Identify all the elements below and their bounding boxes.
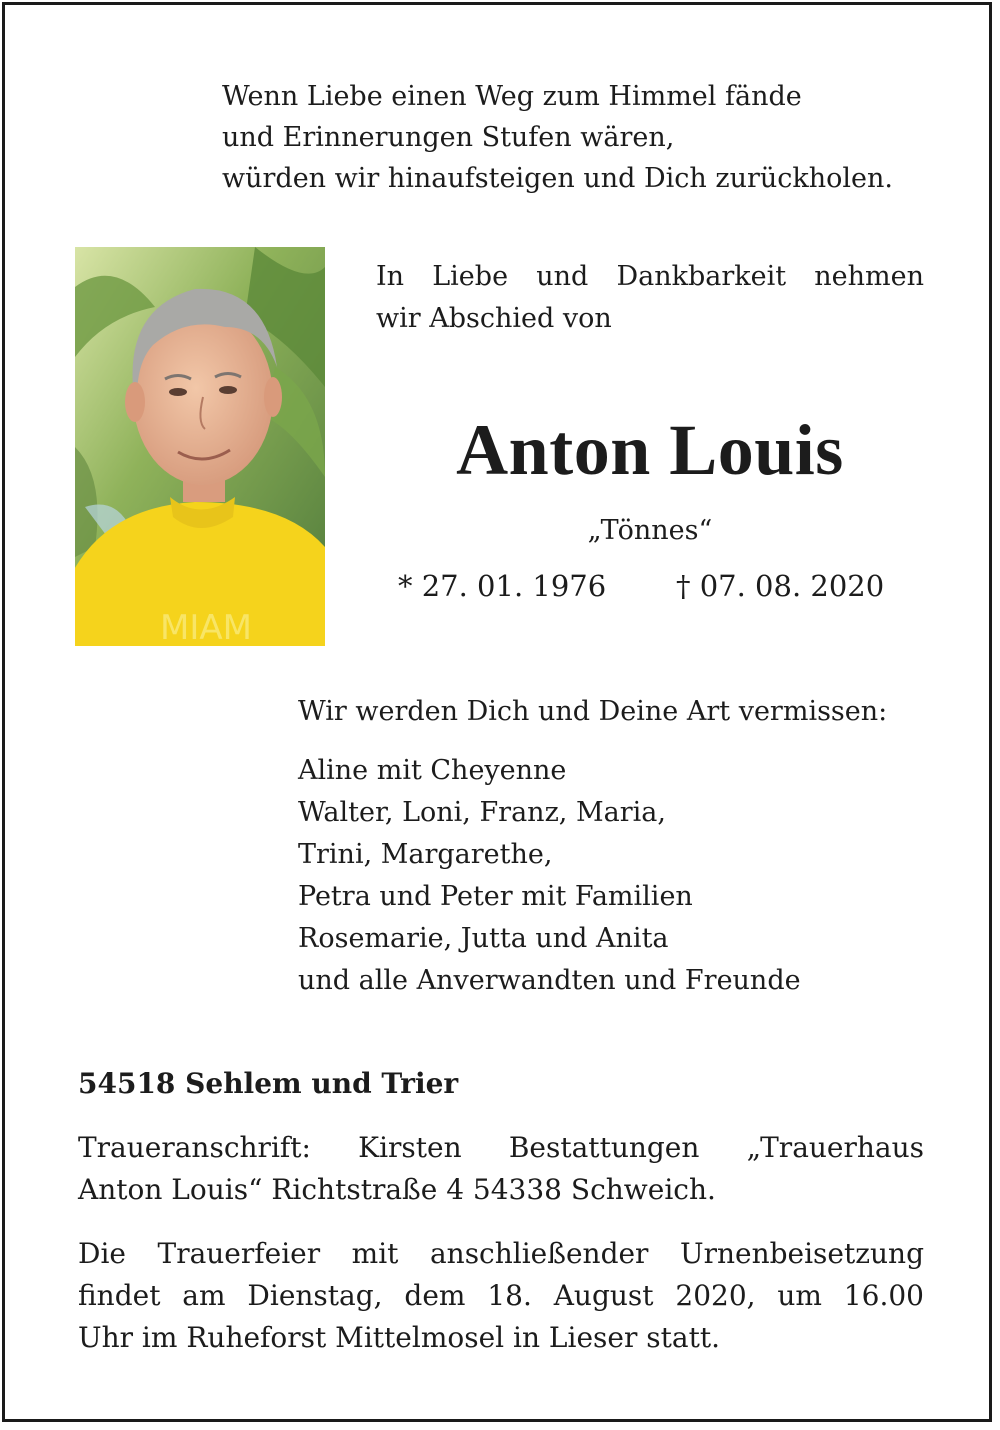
poem	[222, 76, 893, 199]
ceremony-line: findet am Dienstag, dem 18. August 2020, um 16.00	[78, 1279, 924, 1312]
funeral-address	[78, 1127, 924, 1211]
ceremony-line: Uhr im Ruheforst Mittelmosel in Lieser statt.	[78, 1321, 720, 1354]
poem-line: würden wir hinaufsteigen und Dich zurückholen.	[222, 163, 893, 194]
birth-date: * 27. 01. 1976	[398, 569, 607, 603]
family-heading: Wir werden Dich und Deine Art vermissen:	[298, 696, 888, 727]
intro-line: In Liebe und Dankbarkeit nehmen	[376, 261, 924, 292]
intro-line: wir Abschied von	[376, 303, 612, 334]
portrait-photo	[75, 247, 325, 646]
mourner-line: Walter, Loni, Franz, Maria,	[298, 797, 666, 828]
mourner-line: Aline mit Cheyenne	[298, 755, 567, 786]
mourner-line: Trini, Margarethe,	[298, 839, 553, 870]
ceremony-info	[78, 1233, 924, 1359]
ceremony-line: Die Trauerfeier mit anschließender Urnenbeisetzung	[78, 1237, 924, 1270]
intro-text	[376, 256, 924, 340]
poem-line: und Erinnerungen Stufen wären,	[222, 122, 675, 153]
shirt-print: MIAM	[160, 608, 252, 646]
place-line: 54518 Sehlem und Trier	[78, 1067, 459, 1100]
address-line: Anton Louis“ Richtstraße 4 54338 Schweich.	[78, 1173, 716, 1206]
address-line: Traueranschrift: Kirsten Bestattungen „Trauerhaus	[78, 1131, 924, 1164]
mourner-line: Rosemarie, Jutta und Anita	[298, 923, 669, 954]
death-date: † 07. 08. 2020	[676, 569, 885, 603]
deceased-name: Anton Louis	[456, 410, 844, 490]
mourners-list	[298, 750, 801, 1002]
poem-line: Wenn Liebe einen Weg zum Himmel fände	[222, 81, 802, 112]
mourner-line: Petra und Peter mit Familien	[298, 881, 693, 912]
deceased-nickname: „Tönnes“	[587, 515, 713, 546]
mourner-line: und alle Anverwandten und Freunde	[298, 965, 801, 996]
